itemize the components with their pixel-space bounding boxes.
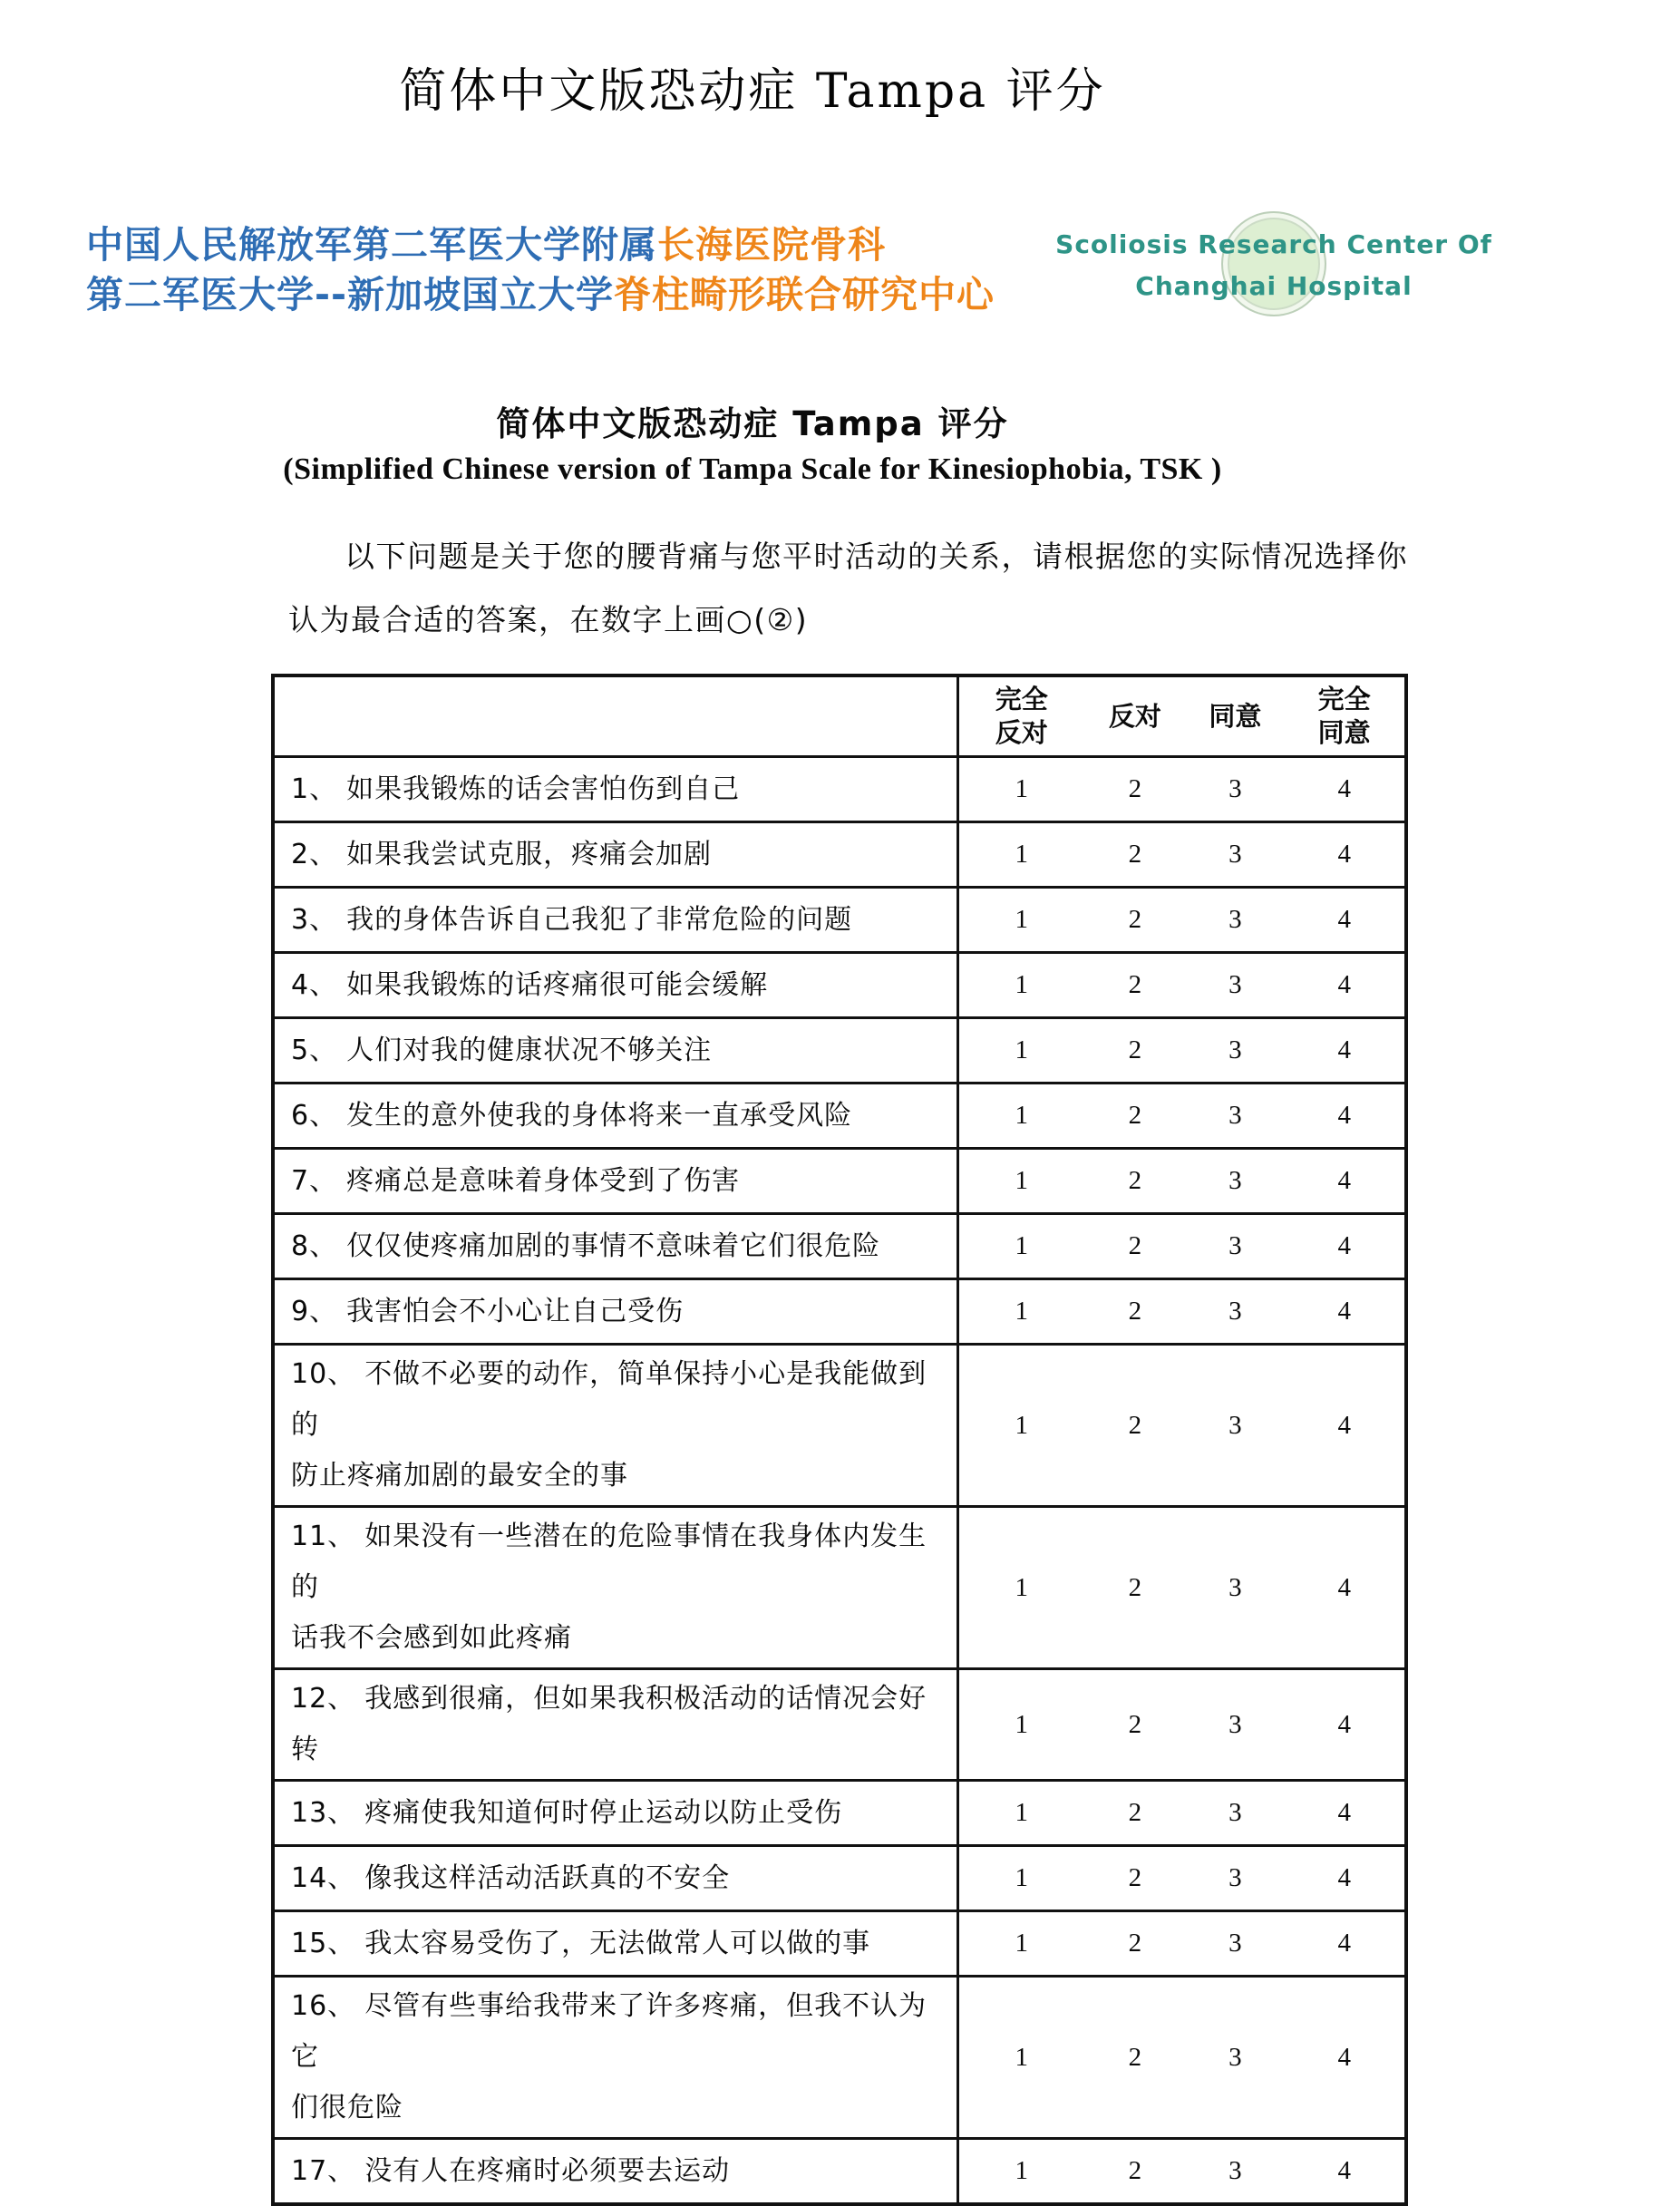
rating-option-4[interactable] [1284, 1215, 1404, 1278]
rating-value: 2 [1128, 1572, 1142, 1602]
rating-options [959, 758, 1404, 821]
rating-value: 4 [1337, 1166, 1351, 1195]
question-number: 2、 [291, 838, 338, 870]
rating-value: 1 [1015, 2156, 1028, 2185]
question-number: 16、 [291, 1990, 356, 2022]
rating-option-4[interactable] [1284, 1346, 1404, 1505]
rating-value: 4 [1337, 1863, 1351, 1892]
rating-option-1[interactable] [959, 1019, 1083, 1082]
rating-option-2[interactable] [1083, 823, 1186, 886]
rating-value: 3 [1228, 1035, 1242, 1064]
rating-header-line: 反对 [995, 717, 1048, 748]
rating-options [959, 823, 1404, 886]
rating-header-3 [1186, 677, 1284, 755]
rating-value: 4 [1337, 970, 1351, 999]
rating-value: 1 [1015, 970, 1028, 999]
rating-option-4[interactable] [1284, 1280, 1404, 1343]
hospital-logo-line1 [86, 220, 995, 270]
question-text: 我害怕会不小心让自己受伤 [346, 1295, 685, 1327]
rating-value: 3 [1228, 2156, 1242, 2185]
rating-value: 1 [1015, 1709, 1028, 1739]
rating-option-1[interactable] [959, 823, 1083, 886]
rating-value: 1 [1015, 1101, 1028, 1130]
rating-value: 2 [1128, 774, 1142, 803]
rating-options [959, 954, 1404, 1016]
question-text: 疼痛总是意味着身体受到了伤害 [346, 1164, 741, 1197]
rating-option-4[interactable] [1284, 1978, 1404, 2137]
rating-header-line: 完全 [1317, 684, 1371, 714]
question-cell [275, 2140, 959, 2202]
rating-options [959, 2140, 1404, 2202]
rating-value: 4 [1337, 1709, 1351, 1739]
rating-option-3[interactable] [1186, 1346, 1284, 1505]
rating-option-3[interactable] [1186, 1084, 1284, 1147]
question-text-line [291, 2146, 947, 2197]
rating-value: 2 [1128, 1297, 1142, 1326]
rating-option-2[interactable] [1083, 2140, 1186, 2202]
question-number: 17、 [291, 2154, 356, 2187]
rating-value: 3 [1228, 1572, 1242, 1602]
rating-value: 4 [1337, 1297, 1351, 1326]
rating-option-1[interactable] [959, 1150, 1083, 1212]
rating-value: 3 [1228, 1101, 1242, 1130]
question-text: 我感到很痛，但如果我积极活动的话情况会好转 [291, 1683, 927, 1765]
question-header-cell [275, 677, 959, 755]
rating-option-3[interactable] [1186, 1019, 1284, 1082]
rating-option-3[interactable] [1186, 889, 1284, 951]
rating-header-2 [1083, 677, 1186, 755]
question-text: 防止疼痛加剧的最安全的事 [291, 1460, 628, 1492]
rating-value: 1 [1015, 1166, 1028, 1195]
rating-value: 1 [1015, 840, 1028, 869]
question-cell [275, 1508, 959, 1667]
question-text-line [291, 1511, 947, 1613]
rating-option-2[interactable] [1083, 1782, 1186, 1844]
question-text: 我的身体告诉自己我犯了非常危险的问题 [346, 903, 853, 936]
question-text-line [291, 1221, 947, 1272]
question-text: 如果我尝试克服，疼痛会加剧 [346, 838, 713, 870]
rating-value: 2 [1128, 1101, 1142, 1130]
question-row-17 [275, 2137, 1404, 2202]
question-cell [275, 1670, 959, 1779]
rating-header-line: 同意 [1209, 700, 1262, 732]
rating-option-2[interactable] [1083, 1019, 1186, 1082]
question-text: 疼痛使我知道何时停止运动以防止受伤 [364, 1796, 843, 1829]
rating-option-1[interactable] [959, 889, 1083, 951]
rating-option-4[interactable] [1284, 2140, 1404, 2202]
question-text-line [291, 960, 947, 1011]
rating-option-2[interactable] [1083, 1912, 1186, 1975]
rating-option-1[interactable] [959, 1346, 1083, 1505]
rating-option-2[interactable] [1083, 889, 1186, 951]
table-header-row [275, 677, 1404, 755]
research-center-name-line2: Changhai Hospital [1135, 271, 1413, 301]
logo-text-blue-1: 中国人民解放军第二军医大学附属 [86, 223, 657, 267]
question-row-10 [275, 1343, 1404, 1505]
question-text-line [291, 895, 947, 946]
rating-value: 1 [1015, 774, 1028, 803]
rating-option-3[interactable] [1186, 1847, 1284, 1910]
rating-value: 2 [1128, 1410, 1142, 1440]
rating-option-4[interactable] [1284, 1508, 1404, 1667]
rating-options [959, 1670, 1404, 1779]
rating-option-2[interactable] [1083, 1508, 1186, 1667]
rating-option-1[interactable] [959, 1782, 1083, 1844]
rating-options [959, 1912, 1404, 1975]
rating-option-1[interactable] [959, 2140, 1083, 2202]
question-text-line [291, 764, 947, 815]
rating-value: 3 [1228, 970, 1242, 999]
question-row-14 [275, 1844, 1404, 1910]
rating-value: 2 [1128, 1035, 1142, 1064]
question-row-16 [275, 1975, 1404, 2137]
question-number: 3、 [291, 903, 338, 936]
rating-value: 2 [1128, 905, 1142, 934]
question-row-1 [275, 755, 1404, 821]
question-row-3 [275, 886, 1404, 951]
rating-option-1[interactable] [959, 1084, 1083, 1147]
rating-option-2[interactable] [1083, 1215, 1186, 1278]
question-cell [275, 1782, 959, 1844]
rating-header-cells [959, 677, 1404, 755]
question-text-line [291, 1156, 947, 1207]
rating-option-1[interactable] [959, 954, 1083, 1016]
rating-option-2[interactable] [1083, 1084, 1186, 1147]
question-cell [275, 823, 959, 886]
question-cell [275, 1978, 959, 2137]
question-text-line [291, 1025, 947, 1076]
rating-value: 4 [1337, 1101, 1351, 1130]
question-row-4 [275, 951, 1404, 1016]
question-cell [275, 954, 959, 1016]
question-text-line [291, 1981, 947, 2083]
question-number: 14、 [291, 1861, 356, 1894]
rating-option-3[interactable] [1186, 1215, 1284, 1278]
rating-value: 4 [1337, 1798, 1351, 1827]
rating-options [959, 1150, 1404, 1212]
rating-header-4 [1284, 677, 1404, 755]
question-text-line [291, 1788, 947, 1839]
question-row-5 [275, 1016, 1404, 1082]
question-number: 12、 [291, 1683, 356, 1715]
rating-value: 3 [1228, 1231, 1242, 1260]
rating-value: 4 [1337, 2156, 1351, 2185]
question-text: 不做不必要的动作，简单保持小心是我能做到的 [291, 1358, 927, 1441]
rating-option-3[interactable] [1186, 1782, 1284, 1844]
rating-header-line: 完全 [995, 684, 1048, 714]
rating-option-3[interactable] [1186, 1150, 1284, 1212]
question-text-line [291, 1613, 947, 1664]
rating-value: 4 [1337, 1410, 1351, 1440]
rating-value: 3 [1228, 840, 1242, 869]
instructions [288, 525, 1444, 652]
rating-value: 3 [1228, 1863, 1242, 1892]
rating-options [959, 1508, 1404, 1667]
question-row-12 [275, 1667, 1404, 1779]
question-number: 1、 [291, 773, 338, 805]
rating-options [959, 1084, 1404, 1147]
rating-value: 3 [1228, 1166, 1242, 1195]
rating-value: 4 [1337, 840, 1351, 869]
question-number: 13、 [291, 1796, 356, 1829]
question-row-7 [275, 1147, 1404, 1212]
hospital-logo [86, 220, 995, 320]
rating-value: 4 [1337, 1929, 1351, 1958]
rating-option-1[interactable] [959, 758, 1083, 821]
rating-value: 3 [1228, 2042, 1242, 2072]
rating-option-3[interactable] [1186, 1508, 1284, 1667]
question-cell [275, 758, 959, 821]
rating-value: 3 [1228, 1798, 1242, 1827]
question-text: 如果我锻炼的话疼痛很可能会缓解 [346, 968, 769, 1001]
rating-value: 2 [1128, 1929, 1142, 1958]
rating-options [959, 1019, 1404, 1082]
rating-header-label [995, 683, 1048, 750]
rating-value: 2 [1128, 2042, 1142, 2072]
rating-value: 3 [1228, 774, 1242, 803]
rating-option-4[interactable] [1284, 1847, 1404, 1910]
rating-value: 2 [1128, 1863, 1142, 1892]
rating-value: 4 [1337, 1231, 1351, 1260]
rating-option-1[interactable] [959, 1847, 1083, 1910]
rating-header-label [1318, 683, 1371, 750]
research-center-name-line1: Scoliosis Research Center Of [1055, 229, 1492, 259]
rating-options [959, 1978, 1404, 2137]
rating-option-3[interactable] [1186, 1280, 1284, 1343]
rating-option-1[interactable] [959, 1215, 1083, 1278]
question-cell [275, 1215, 959, 1278]
rating-options [959, 1280, 1404, 1343]
form-title-chinese: 简体中文版恐动症 Tampa 评分 [496, 404, 1009, 443]
question-cell [275, 1150, 959, 1212]
question-text-line [291, 2083, 947, 2133]
rating-value: 4 [1337, 1572, 1351, 1602]
rating-option-4[interactable] [1284, 758, 1404, 821]
rating-value: 2 [1128, 840, 1142, 869]
rating-option-4[interactable] [1284, 1019, 1404, 1082]
rating-value: 2 [1128, 1798, 1142, 1827]
question-text-line [291, 1451, 947, 1501]
rating-options [959, 889, 1404, 951]
rating-option-2[interactable] [1083, 1346, 1186, 1505]
rating-option-3[interactable] [1186, 2140, 1284, 2202]
rating-option-4[interactable] [1284, 1670, 1404, 1779]
rating-value: 4 [1337, 905, 1351, 934]
rating-option-4[interactable] [1284, 1912, 1404, 1975]
rating-option-3[interactable] [1186, 758, 1284, 821]
rating-option-2[interactable] [1083, 758, 1186, 821]
rating-option-4[interactable] [1284, 823, 1404, 886]
question-text: 们很危险 [291, 2092, 403, 2123]
rating-option-2[interactable] [1083, 954, 1186, 1016]
rating-value: 1 [1015, 1410, 1028, 1440]
logo-text-orange-1: 长海医院骨科 [657, 223, 886, 267]
question-rows [275, 755, 1404, 2202]
question-text-line [291, 1674, 947, 1775]
question-cell [275, 1019, 959, 1082]
question-cell [275, 1847, 959, 1910]
rating-header-line: 同意 [1317, 717, 1371, 748]
rating-value: 4 [1337, 2042, 1351, 2072]
rating-header-label [1109, 700, 1161, 734]
rating-value: 1 [1015, 905, 1028, 934]
rating-value: 1 [1015, 1929, 1028, 1958]
rating-option-1[interactable] [959, 1670, 1083, 1779]
rating-value: 3 [1228, 1410, 1242, 1440]
rating-options [959, 1782, 1404, 1844]
rating-header-1 [959, 677, 1083, 755]
rating-value: 2 [1128, 2156, 1142, 2185]
question-text-line [291, 1287, 947, 1337]
question-text-line [291, 1919, 947, 1969]
page-title: 简体中文版恐动症 Tampa 评分 [399, 64, 1106, 119]
rating-option-2[interactable] [1083, 1670, 1186, 1779]
question-number: 9、 [291, 1295, 338, 1327]
question-text: 仅仅使疼痛加剧的事情不意味着它们很危险 [346, 1229, 881, 1262]
form-title-english: (Simplified Chinese version of Tampa Scale for Kinesiophobia, TSK ) [283, 452, 1222, 486]
question-number: 5、 [291, 1034, 338, 1066]
question-number: 11、 [291, 1521, 356, 1552]
rating-value: 1 [1015, 2042, 1028, 2072]
rating-option-1[interactable] [959, 1280, 1083, 1343]
question-number: 4、 [291, 968, 338, 1001]
rating-option-4[interactable] [1284, 889, 1404, 951]
question-text: 我太容易受伤了，无法做常人可以做的事 [364, 1927, 871, 1959]
question-text-line [291, 1091, 947, 1142]
question-text: 发生的意外使我的身体将来一直承受风险 [346, 1099, 853, 1132]
instructions-line1: 以下问题是关于您的腰背痛与您平时活动的关系，请根据您的实际情况选择你 [345, 539, 1408, 574]
logo-text-orange-2: 脊柱畸形联合研究中心 [614, 273, 995, 316]
rating-value: 2 [1128, 970, 1142, 999]
question-number: 8、 [291, 1229, 338, 1262]
rating-option-2[interactable] [1083, 1847, 1186, 1910]
question-row-2 [275, 821, 1404, 886]
rating-options [959, 1215, 1404, 1278]
rating-options [959, 1346, 1404, 1505]
instructions-line2: 认为最合适的答案，在数字上画○(②) [288, 602, 809, 637]
question-row-6 [275, 1082, 1404, 1147]
rating-value: 4 [1337, 774, 1351, 803]
questionnaire-table [271, 674, 1408, 2206]
question-cell [275, 889, 959, 951]
rating-value: 1 [1015, 1798, 1028, 1827]
rating-option-1[interactable] [959, 1508, 1083, 1667]
question-row-15 [275, 1910, 1404, 1975]
rating-option-4[interactable] [1284, 954, 1404, 1016]
rating-option-3[interactable] [1186, 1912, 1284, 1975]
logo-text-blue-2: 第二军医大学--新加坡国立大学 [86, 273, 615, 316]
rating-header-line: 反对 [1108, 700, 1161, 732]
question-row-11 [275, 1505, 1404, 1667]
rating-options [959, 1847, 1404, 1910]
rating-value: 3 [1228, 1709, 1242, 1739]
question-number: 7、 [291, 1164, 338, 1197]
rating-option-2[interactable] [1083, 1280, 1186, 1343]
rating-option-2[interactable] [1083, 1978, 1186, 2137]
question-text: 没有人在疼痛时必须要去运动 [364, 2154, 731, 2187]
rating-option-4[interactable] [1284, 1084, 1404, 1147]
question-text-line [291, 1853, 947, 1904]
question-cell [275, 1912, 959, 1975]
question-row-8 [275, 1212, 1404, 1278]
rating-option-1[interactable] [959, 1978, 1083, 2137]
question-text: 如果没有一些潜在的危险事情在我身体内发生的 [291, 1521, 927, 1603]
header-logos [0, 220, 1680, 338]
rating-option-3[interactable] [1186, 823, 1284, 886]
rating-option-1[interactable] [959, 1912, 1083, 1975]
rating-header-label [1209, 700, 1261, 734]
rating-value: 1 [1015, 1297, 1028, 1326]
rating-value: 3 [1228, 1297, 1242, 1326]
question-number: 15、 [291, 1927, 356, 1959]
question-text: 像我这样活动活跃真的不安全 [364, 1861, 731, 1894]
rating-value: 1 [1015, 1231, 1028, 1260]
question-text: 如果我锻炼的话会害怕伤到自己 [346, 773, 741, 805]
question-number: 6、 [291, 1099, 338, 1132]
question-cell [275, 1084, 959, 1147]
question-number: 10、 [291, 1358, 356, 1390]
rating-value: 1 [1015, 1572, 1028, 1602]
rating-option-3[interactable] [1186, 954, 1284, 1016]
rating-option-2[interactable] [1083, 1150, 1186, 1212]
rating-value: 4 [1337, 1035, 1351, 1064]
question-row-9 [275, 1278, 1404, 1343]
rating-value: 2 [1128, 1231, 1142, 1260]
rating-option-4[interactable] [1284, 1150, 1404, 1212]
question-cell [275, 1280, 959, 1343]
rating-value: 2 [1128, 1709, 1142, 1739]
rating-value: 3 [1228, 905, 1242, 934]
rating-value: 2 [1128, 1166, 1142, 1195]
question-text: 尽管有些事给我带来了许多疼痛，但我不认为它 [291, 1990, 927, 2073]
research-center-logo [1034, 224, 1514, 307]
question-text-line [291, 830, 947, 880]
rating-option-3[interactable] [1186, 1670, 1284, 1779]
rating-option-3[interactable] [1186, 1978, 1284, 2137]
rating-value: 1 [1015, 1863, 1028, 1892]
rating-value: 1 [1015, 1035, 1028, 1064]
question-row-13 [275, 1779, 1404, 1844]
question-text: 话我不会感到如此疼痛 [291, 1622, 572, 1654]
hospital-logo-line2 [86, 270, 995, 320]
question-text: 人们对我的健康状况不够关注 [346, 1034, 713, 1066]
question-text-line [291, 1349, 947, 1451]
rating-option-4[interactable] [1284, 1782, 1404, 1844]
rating-value: 3 [1228, 1929, 1242, 1958]
question-cell [275, 1346, 959, 1505]
